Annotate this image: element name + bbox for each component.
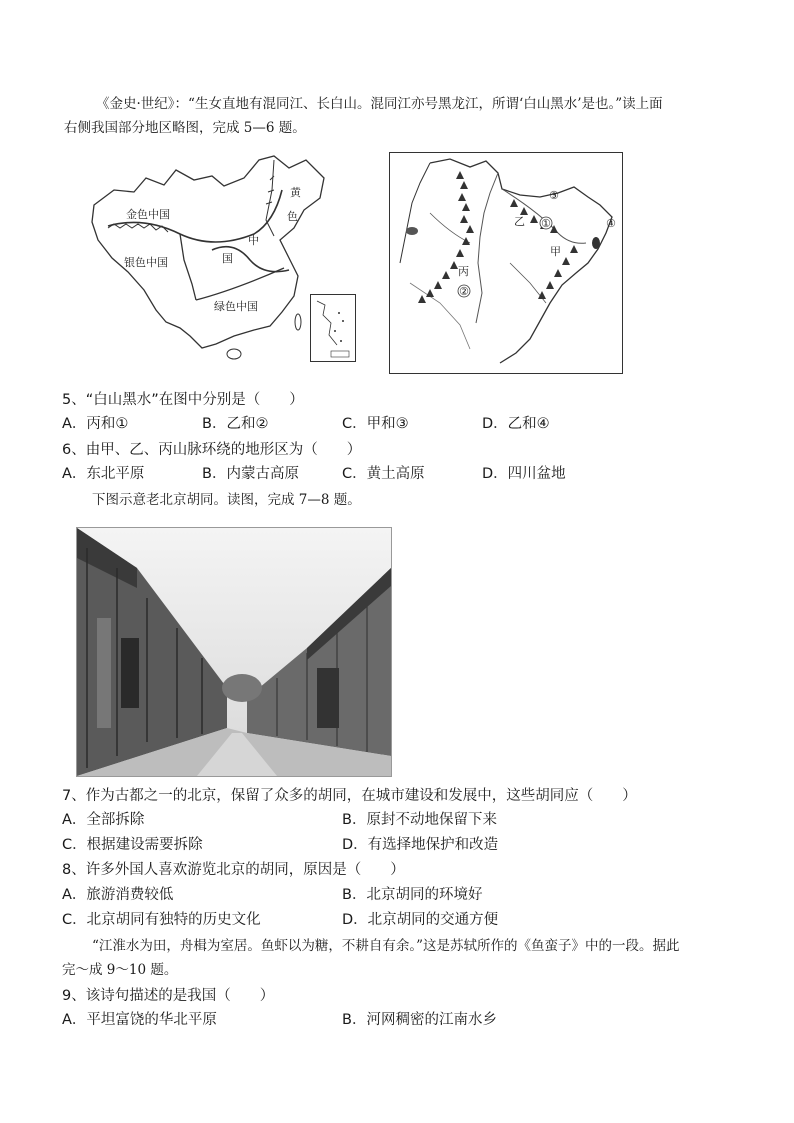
intro-line-1: 《金史·世纪》：“生女直地有混同江、长白山。混同江亦号黑龙江，所谓‘白山黑水’是也。”读上面 <box>96 96 663 112</box>
intro-line-2: 右侧我国部分地区略图，完成 5—6 题。 <box>64 120 306 136</box>
q7-option-d[interactable]: D．有选择地保护和改造 <box>342 837 499 853</box>
q5-option-b[interactable]: B．乙和② <box>202 416 269 432</box>
q5-option-d[interactable]: D．乙和④ <box>482 416 550 432</box>
intro-poem-line-1: “江淮水为田，舟楫为室居。鱼虾以为糖，不耕自有余。”这是苏轼所作的《鱼蛮子》中的一段。据此 <box>92 938 680 954</box>
question-6-stem: 6、由甲、乙、丙山脉环绕的地形区为（ ） <box>62 442 362 458</box>
q5-option-a[interactable]: A．丙和① <box>62 416 129 432</box>
question-7-stem: 7、作为古都之一的北京，保留了众多的胡同，在城市建设和发展中，这些胡同应（ ） <box>62 788 637 804</box>
hutong-photo <box>76 527 392 777</box>
q6-option-b[interactable]: B．内蒙古高原 <box>202 466 299 482</box>
label-zhong: 中 <box>248 234 259 247</box>
label-circle-1: ① <box>541 217 551 230</box>
intro-poem-line-2: 完～成 9～10 题。 <box>62 962 178 978</box>
q9-option-a[interactable]: A．平坦富饶的华北平原 <box>62 1012 217 1028</box>
q7-option-a[interactable]: A．全部拆除 <box>62 812 145 828</box>
label-circle-3: ③ <box>549 189 559 202</box>
label-yi: 乙 <box>514 215 525 228</box>
q7-option-b[interactable]: B．原封不动地保留下来 <box>342 812 497 828</box>
q8-option-b[interactable]: B．北京胡同的环境好 <box>342 887 483 903</box>
intro-hutong: 下图示意老北京胡同。读图，完成 7—8 题。 <box>92 492 361 508</box>
q6-option-c[interactable]: C．黄土高原 <box>342 466 425 482</box>
label-huang: 黄 <box>290 186 301 199</box>
label-silver-china: 银色中国 <box>124 256 168 269</box>
label-green-china: 绿色中国 <box>214 300 258 313</box>
question-8-stem: 8、许多外国人喜欢游览北京的胡同，原因是（ ） <box>62 862 405 878</box>
q9-option-b[interactable]: B．河网稠密的江南水乡 <box>342 1012 497 1028</box>
q6-option-d[interactable]: D．四川盆地 <box>482 466 566 482</box>
q8-option-c[interactable]: C．北京胡同有独特的历史文化 <box>62 912 261 928</box>
label-circle-4: ④ <box>606 217 616 230</box>
label-jia: 甲 <box>550 245 561 258</box>
question-5-stem: 5、“白山黑水”在图中分别是（ ） <box>62 392 304 408</box>
label-golden-china: 金色中国 <box>126 208 170 221</box>
label-se: 色 <box>287 210 298 223</box>
q7-option-c[interactable]: C．根据建设需要拆除 <box>62 837 203 853</box>
q8-option-d[interactable]: D．北京胡同的交通方便 <box>342 912 499 928</box>
south-china-sea-inset <box>310 294 356 362</box>
china-regions-map <box>84 150 374 380</box>
q6-option-a[interactable]: A．东北平原 <box>62 466 145 482</box>
northeast-china-map <box>389 152 623 374</box>
label-guo: 国 <box>222 252 233 265</box>
label-circle-2: ② <box>459 285 469 298</box>
q8-option-a[interactable]: A．旅游消费较低 <box>62 887 174 903</box>
q5-option-c[interactable]: C．甲和③ <box>342 416 409 432</box>
label-bing: 丙 <box>458 265 469 278</box>
question-9-stem: 9、该诗句描述的是我国（ ） <box>62 988 275 1004</box>
